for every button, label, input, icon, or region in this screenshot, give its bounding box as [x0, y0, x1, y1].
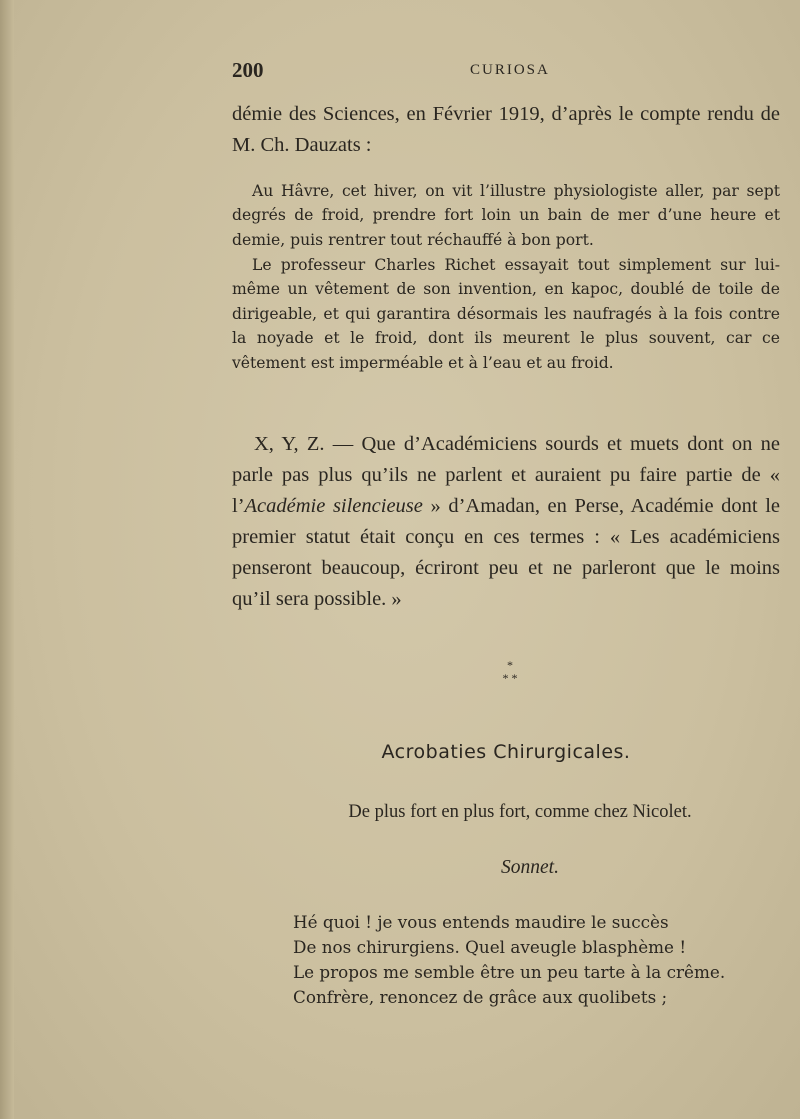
poem-line: Hé quoi ! je vous entends maudire le succès [293, 912, 669, 932]
section-epigraph: De plus fort en plus fort, comme chez Nicolet. [348, 802, 692, 822]
quote-paragraph-1: Au Hâvre, cet hiver, on vit l’illustre physiologiste aller, par sept degrés de froid, prendre fort loin un bain de mer d’une heure et demie, puis rentrer tout réchauffé à bon port. [232, 182, 780, 249]
sonnet-poem [293, 910, 773, 1010]
poem-line: Le propos me semble être un peu tarte à la crême. [293, 962, 726, 982]
running-head: CURIOSA [470, 62, 550, 78]
poem-line: Confrère, renoncez de grâce aux quolibets ; [293, 987, 668, 1007]
xyz-paragraph [232, 429, 780, 615]
xyz-text-after: » d’Amadan, en Perse, Académie dont le premier statut était conçu en ces termes : « Les académiciens penseront beaucoup, écriront peu et ne parleront que le moins qu’il sera possible. » [232, 495, 780, 610]
quote-paragraph-2: Le professeur Charles Richet essayait tout simplement sur lui-même un vêtement de son invention, en kapoc, doublé de toile de dirigeable, et qui garantira désormais les naufragés à la fois contre la noyade et le froid, dont ils meurent le plus souvent, car ce vêtement est imperméable et à l’eau et au froid. [232, 256, 780, 372]
page-header [232, 58, 780, 88]
section-subtitle: Sonnet. [501, 857, 559, 878]
asterism-ornament [488, 659, 532, 685]
xyz-text-before: X, Y, Z. — Que d’Académiciens sourds et muets dont on ne parle pas plus qu’ils ne parlent et auraient pu faire partie de « l’ [232, 433, 780, 517]
xyz-italic-text: Académie silencieuse [244, 495, 423, 517]
poem-line: De nos chirurgiens. Quel aveugle blasphème ! [293, 937, 687, 957]
page-number: 200 [232, 58, 264, 82]
asterism-top: * [507, 658, 513, 672]
page-binding-edge [0, 0, 14, 1119]
opening-paragraph: démie des Sciences, en Février 1919, d’après le compte rendu de M. Ch. Dauzats : [232, 103, 780, 156]
section-title: Acrobaties Chirurgicales. [381, 741, 631, 763]
asterism-bottom: * * [502, 671, 518, 685]
